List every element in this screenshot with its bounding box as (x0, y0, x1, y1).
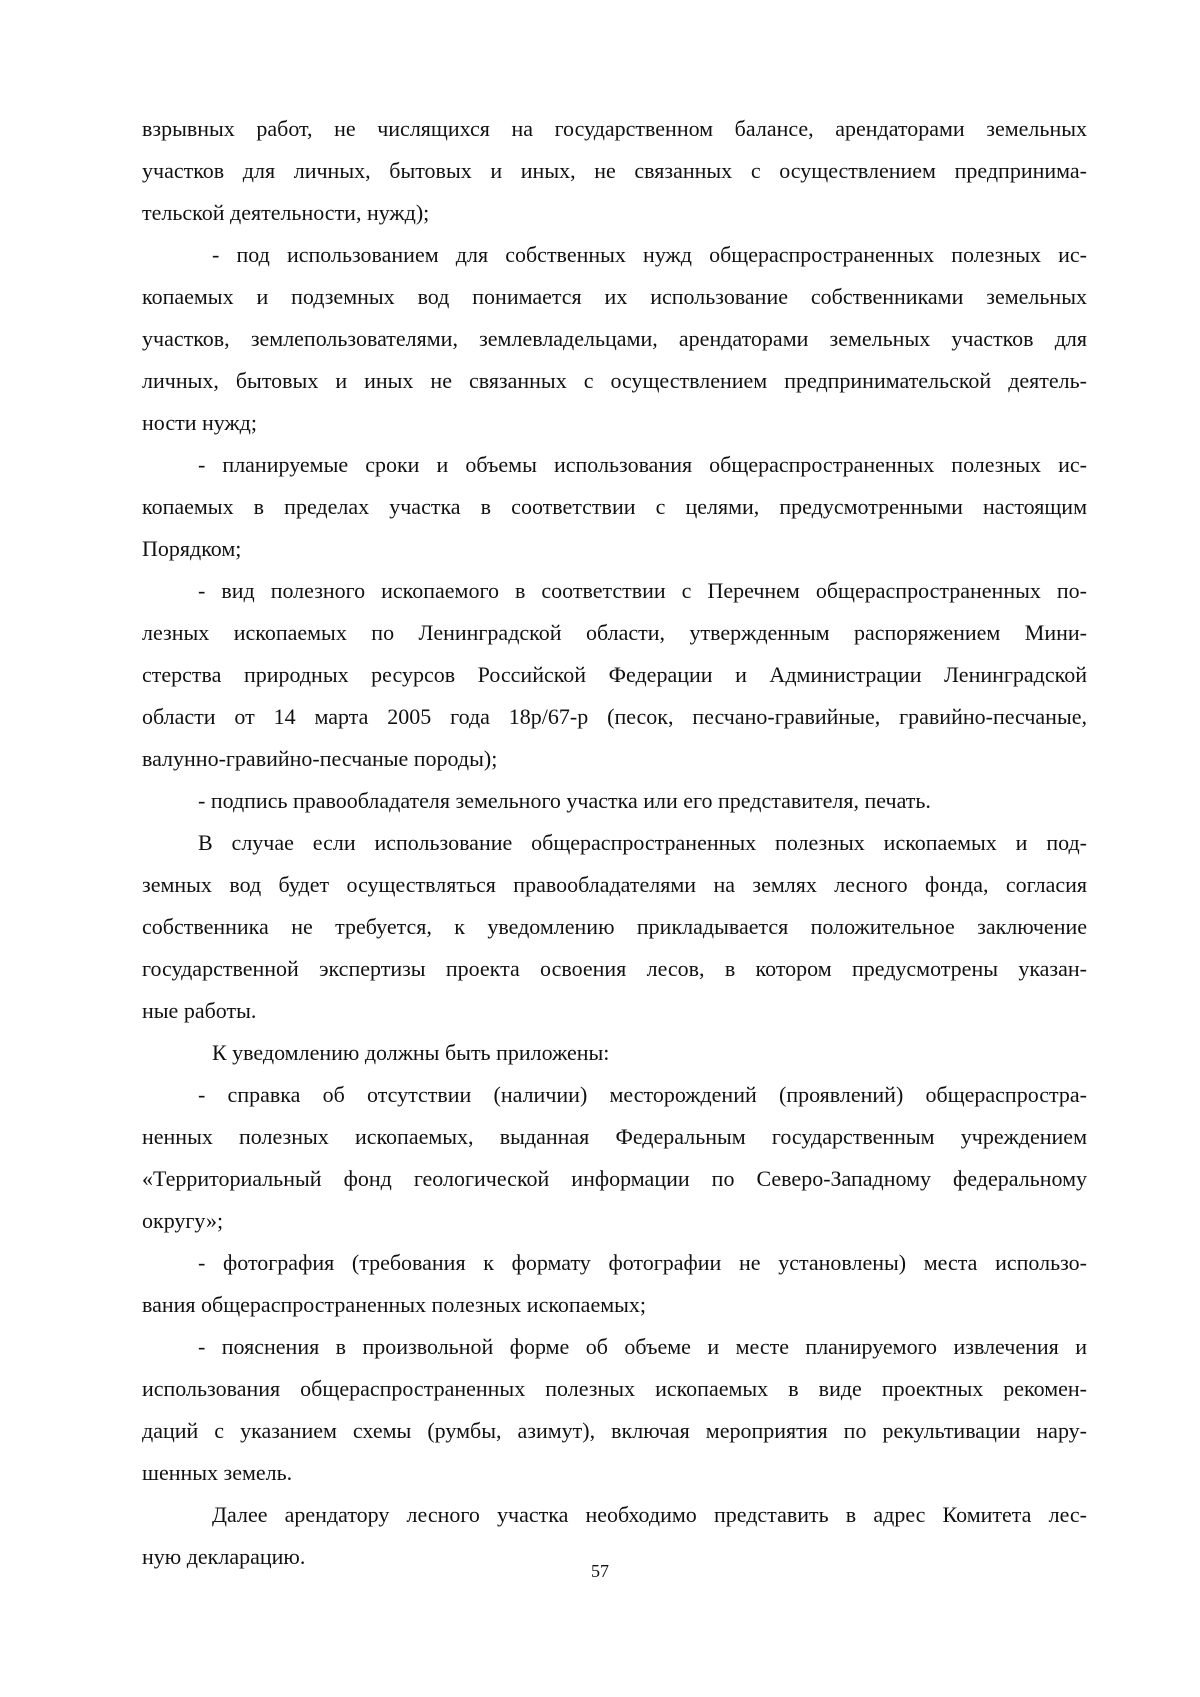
text-line: округу»; (142, 1208, 224, 1233)
text-line: - планируемые сроки и объемы использования общераспространенных полезных ис- (198, 452, 1087, 477)
text-line: К уведомлению должны быть приложены: (212, 1040, 610, 1065)
text-line: - фотография (требования к формату фотографии не установлены) места использо- (198, 1250, 1087, 1275)
text-line: государственной экспертизы проекта освоения лесов, в котором предусмотрены указан- (142, 956, 1087, 981)
text-line: шенных земель. (142, 1460, 293, 1485)
text-line: копаемых и подземных вод понимается их использование собственниками земельных (142, 284, 1087, 309)
text-line: Далее арендатору лесного участка необходимо представить в адрес Комитета лес- (212, 1502, 1087, 1527)
text-line: валунно-гравийно-песчаные породы); (142, 746, 498, 771)
text-line: Порядком; (142, 536, 242, 561)
text-line: вания общераспространенных полезных ископаемых; (142, 1292, 647, 1317)
text-line: - под использованием для собственных нужд общераспространенных полезных ис- (212, 242, 1087, 267)
text-line: взрывных работ, не числящихся на государственном балансе, арендаторами земельных (142, 116, 1087, 141)
paragraph (142, 234, 1087, 444)
paragraph (142, 108, 1087, 234)
text-line: участков, землепользователями, землевладельцами, арендаторами земельных участков для (142, 326, 1087, 351)
paragraph (142, 1242, 1087, 1326)
paragraph (142, 1326, 1087, 1494)
text-line: - справка об отсутствии (наличии) месторождений (проявлений) общераспростра- (198, 1082, 1087, 1107)
text-line: ную декларацию. (142, 1544, 306, 1569)
text-line: личных, бытовых и иных не связанных с осуществлением предпринимательской деятель- (142, 368, 1087, 393)
text-line: - вид полезного ископаемого в соответствии с Перечнем общераспространенных по- (198, 578, 1087, 603)
text-line: копаемых в пределах участка в соответствии с целями, предусмотренными настоящим (142, 494, 1087, 519)
text-line: - пояснения в произвольной форме об объеме и месте планируемого извлечения и (198, 1334, 1087, 1359)
text-line: использования общераспространенных полезных ископаемых в виде проектных рекомен- (142, 1376, 1087, 1401)
text-line: стерства природных ресурсов Российской Федерации и Администрации Ленинградской (142, 662, 1087, 687)
paragraph (142, 444, 1087, 570)
text-line: лезных ископаемых по Ленинградской области, утвержденным распоряжением Мини- (142, 620, 1087, 645)
text-line: «Территориальный фонд геологической информации по Северо-Западному федеральному (142, 1166, 1087, 1191)
text-line: собственника не требуется, к уведомлению прикладывается положительное заключение (142, 914, 1087, 939)
paragraph (142, 822, 1087, 1032)
text-line: тельской деятельности, нужд); (142, 200, 430, 225)
text-line: ные работы. (142, 998, 257, 1023)
text-line: земных вод будет осуществляться правообладателями на землях лесного фонда, согласия (142, 872, 1087, 897)
text-line: области от 14 марта 2005 года 18р/67-р (песок, песчано-гравийные, гравийно-песчаные, (142, 704, 1087, 729)
text-line: ненных полезных ископаемых, выданная Федеральным государственным учреждением (142, 1124, 1087, 1149)
text-line: участков для личных, бытовых и иных, не связанных с осуществлением предпринима- (142, 158, 1087, 183)
text-line: - подпись правообладателя земельного участка или его представителя, печать. (198, 788, 931, 813)
text-line: ности нужд; (142, 410, 257, 435)
paragraph (142, 1032, 1087, 1074)
paragraph (142, 570, 1087, 780)
paragraph (142, 780, 1087, 822)
page-number: 57 (591, 1561, 609, 1581)
text-line: даций с указанием схемы (румбы, азимут), включая мероприятия по рекультивации нару- (142, 1418, 1087, 1443)
paragraph (142, 1074, 1087, 1242)
body-text (142, 108, 1087, 1578)
text-line: В случае если использование общераспространенных полезных ископаемых и под- (198, 830, 1087, 855)
